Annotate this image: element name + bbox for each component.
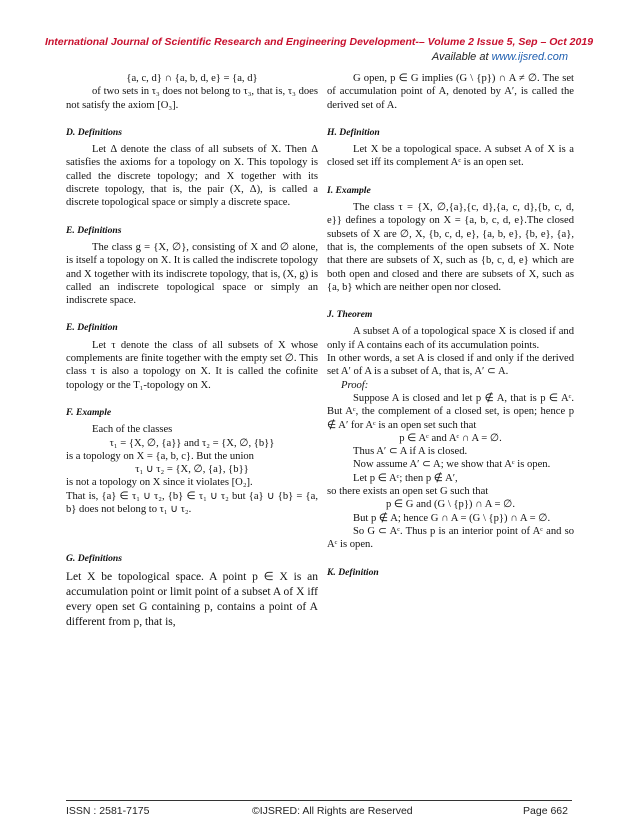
left-column [66, 72, 318, 630]
section-heading-f: F. Example [66, 406, 112, 418]
footer-page-number: Page 662 [523, 805, 568, 817]
theorem-statement: A subset A of a topological space X is closed if and only if A contains each of its accumulation points. [327, 326, 574, 351]
section-heading-k: K. Definition [327, 566, 379, 578]
section-heading-j: J. Theorem [327, 309, 373, 321]
footer-divider [66, 800, 572, 801]
journal-title: International Journal of Scientific Research and Engineering Development-– Volume 2 Issue 5, Sep – Oct 2019 [44, 36, 594, 48]
example-equation: τ₁ ∪ τ₂ = {X, ∅, {a}, {b}} [135, 464, 249, 476]
section-heading-e2: E. Definition [66, 322, 118, 334]
proof-label: Proof: [341, 379, 369, 391]
paragraph-closed-example: The class τ = {X, ∅,{a},{c, d},{a, c, d},{b, c, d, e}} defines a topology on X = {a, b, c, d, e}.The closed subsets of X are ∅, X, {b, c, d, e}, {a, b, e}, {b, e}, {a}, that is, the complements of the open subsets of X. Note that there are subsets of X, such as {b, c, d, e} which are both open and closed and there are subsets of X, such as {a, b} which are neither open nor closed. [327, 202, 574, 293]
proof-line: Now assume A′ ⊂ A; we show that Aᶜ is open. [353, 459, 551, 471]
section-heading-h: H. Definition [327, 126, 380, 138]
proof-line: But p ∉ A; hence G ∩ A = (G \ {p}) ∩ A = ∅. [353, 512, 551, 524]
proof-line: So G ⊂ Aᶜ. Thus p is an interior point of Aᶜ and so Aᶜ is open. [327, 525, 574, 551]
availability-line [432, 51, 568, 63]
set-intersection-equation: {a, c, d} ∩ {a, b, d, e} = {a, d} [126, 73, 258, 84]
section-heading-e: E. Definitions [66, 224, 122, 236]
proof-line: Let p ∈ Aᶜ; then p ∉ A′, [353, 472, 458, 484]
paragraph-derived-set: G open, p ∈ G implies (G \ {p}) ∩ A ≠ ∅. The set of accumulation point of A, denoted by A′, is called the derived set of A. [327, 73, 574, 111]
footer-copyright: ©IJSRED: All Rights are Reserved [252, 805, 413, 817]
paragraph-indiscrete-topology: The class g = {X, ∅}, consisting of X and ∅ alone, is itself a topology on X. It is called the indiscrete topology and X together with its indiscrete topology, that is, (X, g) is called an indiscrete topological space or simply an indiscrete space. [66, 241, 318, 307]
paragraph-discrete-topology: Let Δ denote the class of all subsets of X. Then Δ satisfies the axioms for a topology on X. This topology is called the discrete topology; and X together with its discrete topology, that is, the pair (X, Δ), is called a discrete topological space or simply a discrete space. [66, 144, 318, 209]
section-heading-g: G. Definitions [66, 553, 122, 565]
example-equation: τ₁ = {X, ∅, {a}} and τ₂ = {X, ∅, {b}} [109, 437, 275, 449]
example-line: Each of the classes [92, 424, 173, 436]
example-line: is not a topology on X since it violates [O₂]. [66, 477, 253, 489]
section-heading-d: D. Definitions [66, 126, 122, 138]
proof-line: Suppose A is closed and let p ∉ A, that is p ∈ Aᶜ. But Aᶜ, the complement of a closed set, is open; hence p ∉ A′ for Aᶜ is an open set such that [327, 392, 574, 431]
footer-issn: ISSN : 2581-7175 [66, 805, 150, 817]
availability-prefix: Available at [431, 51, 492, 63]
example-line: is a topology on X = {a, b, c}. But the union [66, 450, 254, 462]
example-line: That is, {a} ∈ τ₁ ∪ τ₂, {b} ∈ τ₁ ∪ τ₂ but {a} ∪ {b} = {a, b} does not belong to τ₁ ∪ τ₂. [66, 490, 318, 516]
paragraph-closed-set: Let X be a topological space. A subset A of X is a closed set iff its complement Aᶜ is an open set. [327, 144, 574, 169]
proof-line: so there exists an open set G such that [327, 486, 489, 498]
theorem-restatement: In other words, a set A is closed if and only if the derived set A′ of A is a subset of A, that is, A′ ⊂ A. [327, 353, 574, 378]
paragraph-accumulation-point: Let X be topological space. A point p ∈ X is an accumulation point or limit point of a subset A of X iff every open set G containing p, contains a point of A different from p, that is, [66, 570, 318, 628]
journal-url-link[interactable]: www.ijsred.com [491, 51, 568, 63]
paragraph-cofinite-topology: Let τ denote the class of all subsets of X whose complements are finite together with the empty set ∅. This class τ is also a topology on X. It is called the cofinite topology or the T₁-topology on X. [66, 339, 318, 391]
proof-equation: p ∈ G and (G \ {p}) ∩ A = ∅. [385, 499, 516, 511]
proof-equation: p ∈ Aᶜ and Aᶜ ∩ A = ∅. [399, 432, 502, 444]
proof-line: Thus A′ ⊂ A if A is closed. [353, 446, 468, 458]
right-column [327, 72, 574, 583]
paragraph: of two sets in τ₃ does not belong to τ₃, that is, τ₃ does not satisfy the axiom [O₃]. [66, 86, 318, 111]
section-heading-i: I. Example [327, 184, 371, 196]
